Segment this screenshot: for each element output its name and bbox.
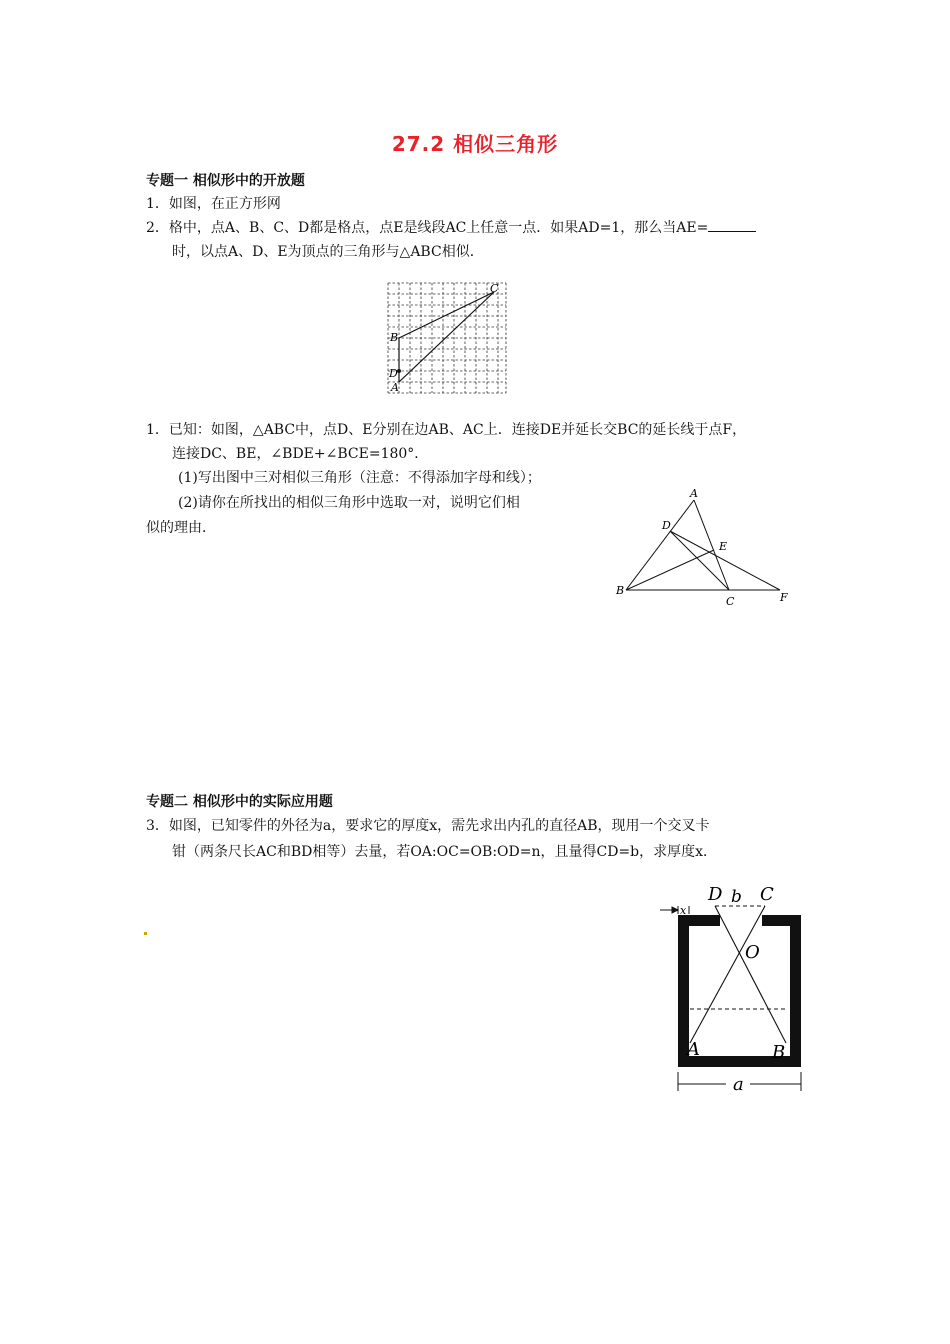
label-b: B xyxy=(616,584,625,597)
triangle-abc xyxy=(399,292,494,382)
question-2-line2: 时，以点A、D、E为顶点的三角形与△ABC相似． xyxy=(172,244,484,260)
question-3-line2: 连接DC、BE，∠BDE+∠BCE=180°． xyxy=(172,446,429,462)
question-3-number: 1． xyxy=(146,422,169,438)
question-3-part2: (2)请你在所找出的相似三角形中选取一对，说明它们相 xyxy=(178,495,520,511)
question-3-part1: (1)写出图中三对相似三角形（注意：不得添加字母和线）； xyxy=(178,470,541,486)
label-o: O xyxy=(745,942,760,963)
topic1-heading: 专题一 相似形中的开放题 xyxy=(146,173,305,189)
label-d: D xyxy=(662,519,671,532)
label-a: A xyxy=(391,381,399,394)
question-1-number: 1． xyxy=(146,196,169,212)
triangle-figure xyxy=(610,484,810,610)
label-c: C xyxy=(760,884,774,905)
caliper-arms xyxy=(690,906,786,1043)
label-a: A xyxy=(687,1039,700,1060)
question-2-text: 格中，点A、B、C、D都是格点，点E是线段AC上任意一点．如果AD=1，那么当AE= xyxy=(168,220,709,236)
label-x: x xyxy=(680,904,687,917)
question-4-number: 3． xyxy=(146,818,169,834)
label-a-small: a xyxy=(733,1074,744,1095)
question-4-line1 xyxy=(146,814,710,838)
label-b-small: b xyxy=(731,887,742,907)
label-e: E xyxy=(719,540,728,553)
label-d: D xyxy=(708,884,723,905)
dashed-grid xyxy=(388,283,506,393)
question-4-text: 如图，已知零件的外径为a，要求它的厚度x，需先求出内孔的直径AB，现用一个交叉卡 xyxy=(168,818,710,834)
topic2-heading: 专题二 相似形中的实际应用题 xyxy=(146,794,333,810)
triangle-lines xyxy=(626,500,780,590)
caliper-figure xyxy=(650,878,810,1098)
label-c: C xyxy=(726,595,735,608)
question-3-text: 已知：如图，△ABC中，点D、E分别在边AB、AC上．连接DE并延长交BC的延长线于点F， xyxy=(168,422,747,438)
label-f: F xyxy=(780,591,788,604)
question-2-line1 xyxy=(146,216,756,240)
label-b: B xyxy=(772,1042,786,1063)
answer-blank[interactable] xyxy=(708,217,756,232)
label-c: C xyxy=(490,282,499,295)
question-3-part2-cont: 似的理由． xyxy=(146,520,216,536)
label-b: B xyxy=(390,331,399,344)
question-3-line1 xyxy=(146,418,746,442)
stray-dot xyxy=(144,932,147,935)
label-d: D xyxy=(389,367,398,380)
label-a: A xyxy=(690,487,698,500)
page-title: 27.2 相似三角形 xyxy=(391,132,559,156)
grid-figure xyxy=(380,278,510,398)
question-2-number: 2． xyxy=(146,220,169,236)
question-1 xyxy=(146,192,281,216)
question-1-text: 如图，在正方形网 xyxy=(168,196,281,212)
question-4-line2: 钳（两条尺长AC和BD相等）去量，若OA:OC=OB:OD=n，且量得CD=b，求厚度x． xyxy=(172,844,718,860)
